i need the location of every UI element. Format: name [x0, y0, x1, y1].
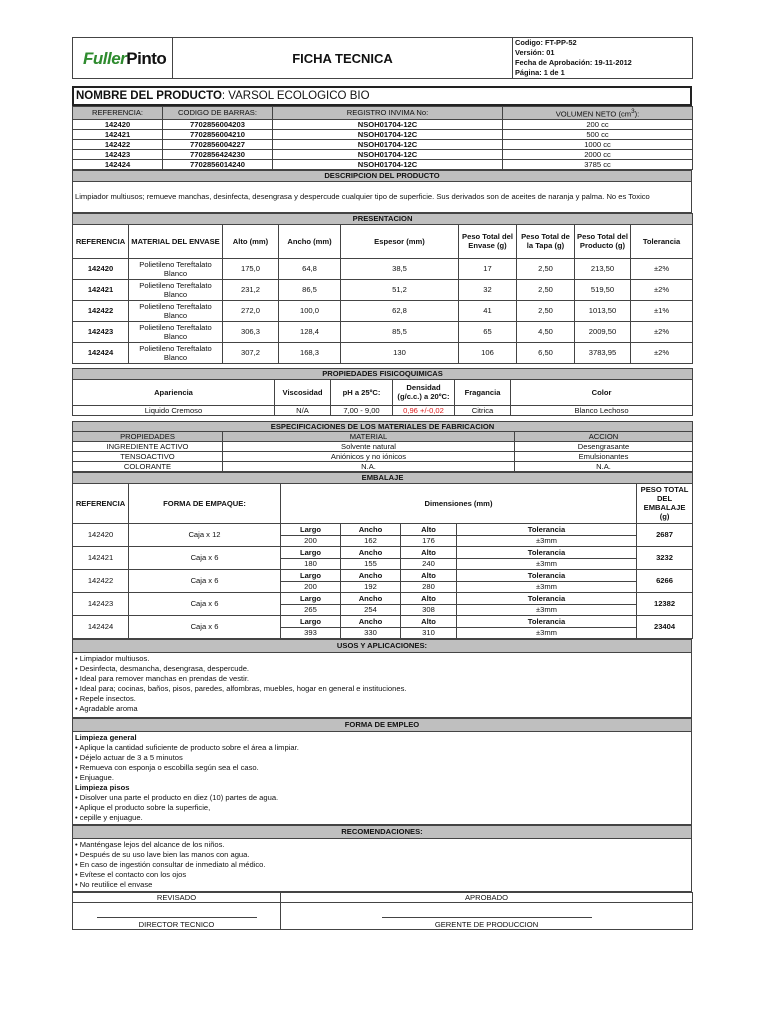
- packaging-table: EMBALAJE REFERENCIA FORMA DE EMPAQUE: Dimensiones (mm) PESO TOTAL DEL EMBALAJE (g) 142420 Caja x 12 Largo Ancho Alto Tolerancia 2687 200 162 176 ±3mm 142421 Caja x 6 Largo Ancho Alto Tolerancia 3232 180 155 240 ±3mm 142422 Caja x 6 Largo Ancho Alto Tolerancia 6266 200 192 280 ±3mm 142423 Caja x 6 Largo Ancho Alto Tolerancia 12382 265 254 308 ±3mm 142424 Caja x 6 Largo Ancho Alto Tolerancia 23404 393 330 310 ±3mm: [72, 472, 693, 639]
- section-title: PROPIEDADES FISICOQUIMICAS: [73, 368, 693, 379]
- physicochemical-table: [72, 368, 693, 416]
- table-row: 142424 7702856014240 NSOH01704-12C 3785 cc: [73, 159, 693, 169]
- page-title: FICHA TECNICA: [173, 38, 513, 79]
- usage-section: FORMA DE EMPLEO Limpieza general • Aplique la cantidad suficiente de producto sobre el área a limpiar. • Déjelo actuar de 3 a 5 minutos • Remueva con esponja o escobilla según sea el caso. • Enjuague. Limpieza pisos • Disolver una parte el producto en diez (10) partes de agua. • Aplique el producto sobre la superficie, • cepille y enjuague.: [72, 718, 692, 825]
- document-meta: Codigo: FT-PP-52 Versión: 01 Fecha de Aprobación: 19-11-2012 Página: 1 de 1: [513, 38, 693, 79]
- table-row: 180 155 240 ±3mm: [73, 558, 693, 569]
- section-title: DESCRIPCION DEL PRODUCTO: [73, 170, 692, 181]
- list-item: • En caso de ingestión consultar de inmediato al médico.: [75, 859, 266, 869]
- list-item: • Repele insectos.: [75, 693, 136, 703]
- table-row: TENSOACTIVO Aniónicos y no iónicos Emulsionantes: [73, 451, 693, 461]
- header: [72, 37, 693, 79]
- section-title: FORMA DE EMPLEO: [73, 718, 692, 731]
- list-item: • Aplique la cantidad suficiente de producto sobre el área a limpiar.: [75, 742, 299, 752]
- list-item: • Manténgase lejos del alcance de los niños.: [75, 839, 225, 849]
- product-name-row: NOMBRE DEL PRODUCTO: VARSOL ECOLOGICO BIO: [72, 86, 692, 106]
- section-title: PRESENTACION: [73, 213, 693, 224]
- uses-section: [72, 639, 692, 718]
- section-title: ESPECIFICACIONES DE LOS MATERIALES DE FABRICACION: [73, 421, 693, 431]
- list-item: • Remueva con esponja o escobilla según sea el caso.: [75, 762, 259, 772]
- materials-table: ESPECIFICACIONES DE LOS MATERIALES DE FABRICACION PROPIEDADES MATERIAL ACCION INGREDIENTE ACTIVO Solvente natural Desengrasante TENSOACTIVO Aniónicos y no iónicos Emulsionantes COLORANTE N.A. N.A.: [72, 421, 693, 472]
- table-row: 142421 Caja x 6 Largo Ancho Alto Tolerancia 3232: [73, 546, 693, 558]
- table-row: Liquido Cremoso N/A 7,00 - 9,00 0,96 +/-0,02 Citrica Blanco Lechoso: [73, 405, 693, 415]
- company-logo: FullerPinto: [73, 38, 173, 79]
- table-header: REFERENCIA MATERIAL DEL ENVASE Alto (mm) Ancho (mm) Espesor (mm) Peso Total del Envase (g) Peso Total de la Tapa (g) Peso Total del Producto (g) Tolerancia: [73, 224, 693, 258]
- list-item: • Ideal para; cocinas, baños, pisos, paredes, alfombras, muebles, hogar en general e instituciones.: [75, 683, 407, 693]
- table-row: 142421 Polietileno Tereftalato Blanco 231,2 86,5 51,2 32 2,50 519,50 ±2%: [73, 279, 693, 300]
- manager-signature: GERENTE DE PRODUCCION: [281, 902, 693, 929]
- references-table: REFERENCIA: CODIGO DE BARRAS: REGISTRO INVIMA No: VOLUMEN NETO $(cm^3)$: 142420 7702856004203 NSOH01704-12C 200 cc 142421 7702856004210 NSOH01704-12C 500 cc 142422 7702856004227 NSOH01704-12C 1000 cc 142423 7702856424230 NSOH01704-12C 2000 cc 142424 7702856014240 NSOH01704-12C 3785 cc: [72, 106, 693, 170]
- technical-sheet: [72, 37, 692, 930]
- list-item: • Ideal para remover manchas en prendas de vestir.: [75, 673, 250, 683]
- table-row: 142420 Caja x 12 Largo Ancho Alto Tolerancia 2687: [73, 523, 693, 535]
- table-row: 142423 Polietileno Tereftalato Blanco 306,3 128,4 85,5 65 4,50 2009,50 ±2%: [73, 321, 693, 342]
- recommendations-section: [72, 825, 692, 892]
- table-row: 142423 Caja x 6 Largo Ancho Alto Tolerancia 12382: [73, 592, 693, 604]
- list-item: • Déjelo actuar de 3 a 5 minutos: [75, 752, 183, 762]
- table-row: 142422 Caja x 6 Largo Ancho Alto Tolerancia 6266: [73, 569, 693, 581]
- table-row: 142422 Polietileno Tereftalato Blanco 272,0 100,0 62,8 41 2,50 1013,50 ±1%: [73, 300, 693, 321]
- description-text: Limpiador multiusos; remueve manchas, desinfecta, desengrasa y despercude cualquier tipo de superficie. Sus derivados son de aceites de naranja y palma. No es Toxico: [73, 181, 692, 212]
- presentation-table: [72, 213, 693, 364]
- list-item: • Disolver una parte el producto en diez (10) partes de agua.: [75, 792, 279, 802]
- list-item: • Agradable aroma: [75, 703, 138, 713]
- table-row: 200 192 280 ±3mm: [73, 581, 693, 592]
- director-signature: DIRECTOR TECNICO: [73, 902, 281, 929]
- table-row: 142423 7702856424230 NSOH01704-12C 2000 cc: [73, 149, 693, 159]
- table-row: INGREDIENTE ACTIVO Solvente natural Desengrasante: [73, 441, 693, 451]
- table-row: 142421 7702856004210 NSOH01704-12C 500 cc: [73, 129, 693, 139]
- signatures: REVISADO APROBADO DIRECTOR TECNICO GERENTE DE PRODUCCION: [72, 892, 693, 930]
- list-item: • Después de su uso lave bien las manos con agua.: [75, 849, 250, 859]
- list-item: • Evítese el contacto con los ojos: [75, 869, 187, 879]
- list-item: • cepille y enjuague.: [75, 812, 143, 822]
- table-row: 142422 7702856004227 NSOH01704-12C 1000 cc: [73, 139, 693, 149]
- section-title: EMBALAJE: [73, 472, 693, 483]
- table-row: 265 254 308 ±3mm: [73, 604, 693, 615]
- table-row: COLORANTE N.A. N.A.: [73, 461, 693, 471]
- list-item: • Desinfecta, desmancha, desengrasa, despercude.: [75, 663, 250, 673]
- table-row: 142420 Polietileno Tereftalato Blanco 175,0 64,8 38,5 17 2,50 213,50 ±2%: [73, 258, 693, 279]
- section-title: RECOMENDACIONES:: [73, 825, 692, 838]
- list-item: • Limpiador multiusos.: [75, 653, 150, 663]
- table-row: 200 162 176 ±3mm: [73, 535, 693, 546]
- table-row: 393 330 310 ±3mm: [73, 627, 693, 638]
- table-row: 142420 7702856004203 NSOH01704-12C 200 cc: [73, 119, 693, 129]
- table-row: 142424 Polietileno Tereftalato Blanco 307,2 168,3 130 106 6,50 3783,95 ±2%: [73, 342, 693, 363]
- section-title: USOS Y APLICACIONES:: [73, 639, 692, 652]
- list-item: • Aplique el producto sobre la superficie,: [75, 802, 211, 812]
- table-row: 142424 Caja x 6 Largo Ancho Alto Tolerancia 23404: [73, 615, 693, 627]
- table-header: Apariencia Viscosidad pH a 25ºC: Densidad (g/c.c.) a 20ºC: Fragancia Color: [73, 379, 693, 405]
- list-item: • No reutilice el envase: [75, 879, 153, 889]
- description-section: [72, 170, 692, 213]
- list-item: • Enjuague.: [75, 772, 114, 782]
